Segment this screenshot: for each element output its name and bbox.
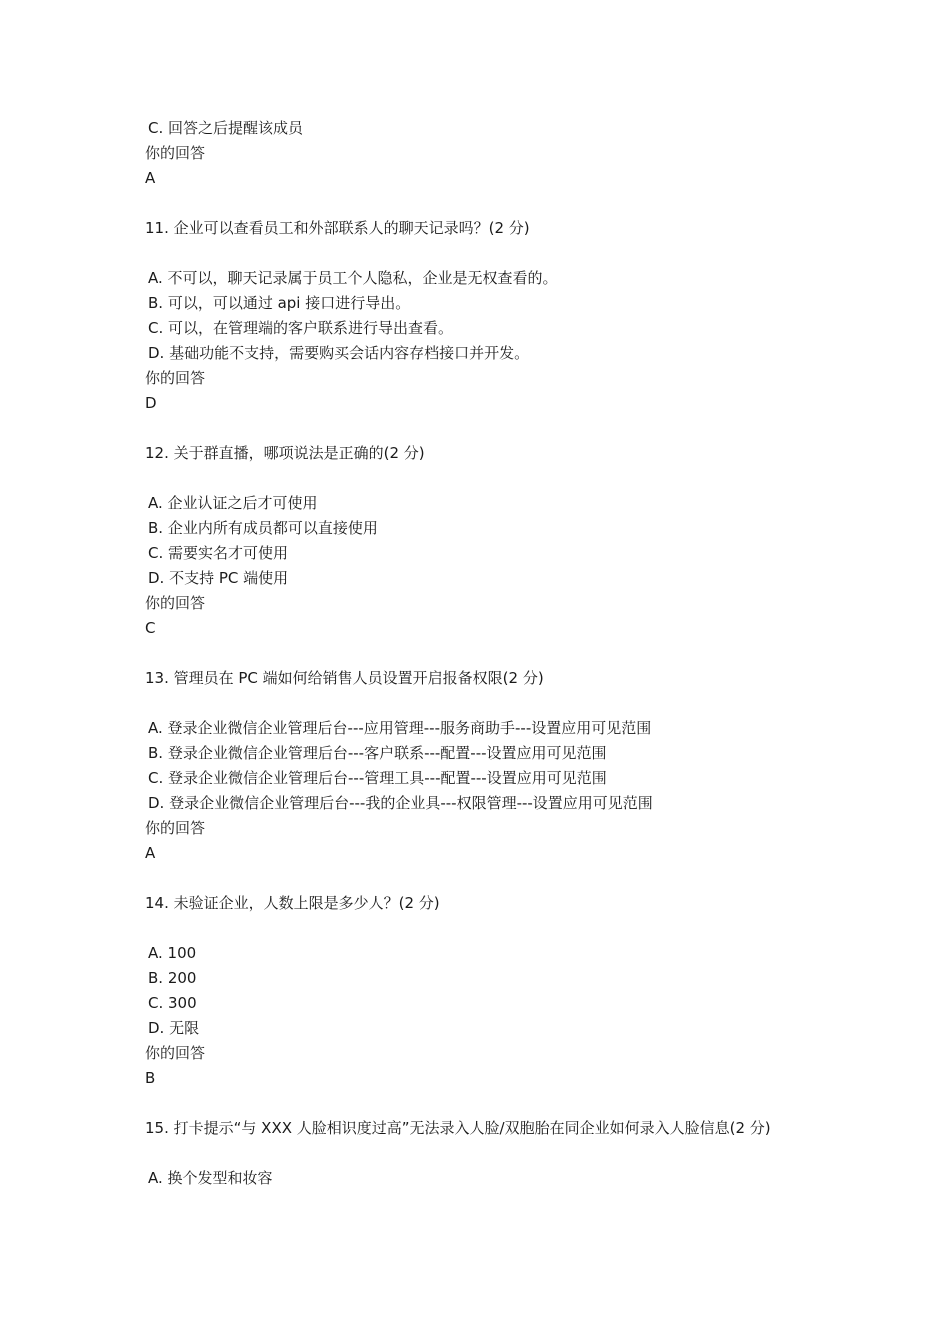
document-page bbox=[145, 116, 825, 1191]
question-11-option-b: B. 可以，可以通过 api 接口进行导出。 bbox=[148, 294, 411, 312]
question-12-option-d: D. 不支持 PC 端使用 bbox=[148, 569, 289, 587]
question-13-title: 13. 管理员在 PC 端如何给销售人员设置开启报备权限(2 分) bbox=[145, 669, 544, 687]
option-c: C. 回答之后提醒该成员 bbox=[148, 119, 304, 137]
question-12-answer-label: 你的回答 bbox=[145, 594, 206, 612]
question-13-option-c: C. 登录企业微信企业管理后台---管理工具---配置---设置应用可见范围 bbox=[148, 769, 607, 787]
question-15-title: 15. 打卡提示“与 XXX 人脸相识度过高”无法录入人脸/双胞胎在同企业如何录入人脸信息(2 分) bbox=[145, 1119, 771, 1137]
question-11-option-c: C. 可以，在管理端的客户联系进行导出查看。 bbox=[148, 319, 454, 337]
answer-value: A bbox=[145, 169, 156, 187]
answer-label: 你的回答 bbox=[145, 144, 206, 162]
question-14-option-a: A. 100 bbox=[148, 944, 197, 962]
question-13-option-a: A. 登录企业微信企业管理后台---应用管理---服务商助手---设置应用可见范围 bbox=[148, 719, 652, 737]
question-12-option-c: C. 需要实名才可使用 bbox=[148, 544, 289, 562]
question-11-option-d: D. 基础功能不支持，需要购买会话内容存档接口并开发。 bbox=[148, 344, 530, 362]
question-13-answer: A bbox=[145, 844, 156, 862]
question-14-answer: B bbox=[145, 1069, 156, 1087]
question-12-option-a: A. 企业认证之后才可使用 bbox=[148, 494, 318, 512]
question-12-option-b: B. 企业内所有成员都可以直接使用 bbox=[148, 519, 378, 537]
question-11-option-a: A. 不可以，聊天记录属于员工个人隐私，企业是无权查看的。 bbox=[148, 269, 558, 287]
question-14-answer-label: 你的回答 bbox=[145, 1044, 206, 1062]
question-13-option-d: D. 登录企业微信企业管理后台---我的企业具---权限管理---设置应用可见范围 bbox=[148, 794, 653, 812]
question-12-title: 12. 关于群直播，哪项说法是正确的(2 分) bbox=[145, 444, 425, 462]
question-14-option-c: C. 300 bbox=[148, 994, 197, 1012]
question-11-title: 11. 企业可以查看员工和外部联系人的聊天记录吗？(2 分) bbox=[145, 219, 530, 237]
question-14-option-b: B. 200 bbox=[148, 969, 197, 987]
question-14-option-d: D. 无限 bbox=[148, 1019, 200, 1037]
question-11-answer-label: 你的回答 bbox=[145, 369, 206, 387]
question-14-title: 14. 未验证企业，人数上限是多少人？(2 分) bbox=[145, 894, 440, 912]
question-13-option-b: B. 登录企业微信企业管理后台---客户联系---配置---设置应用可见范围 bbox=[148, 744, 607, 762]
question-13-answer-label: 你的回答 bbox=[145, 819, 206, 837]
question-11-answer: D bbox=[145, 394, 157, 412]
question-15-option-a: A. 换个发型和妆容 bbox=[148, 1169, 273, 1187]
question-12-answer: C bbox=[145, 619, 156, 637]
